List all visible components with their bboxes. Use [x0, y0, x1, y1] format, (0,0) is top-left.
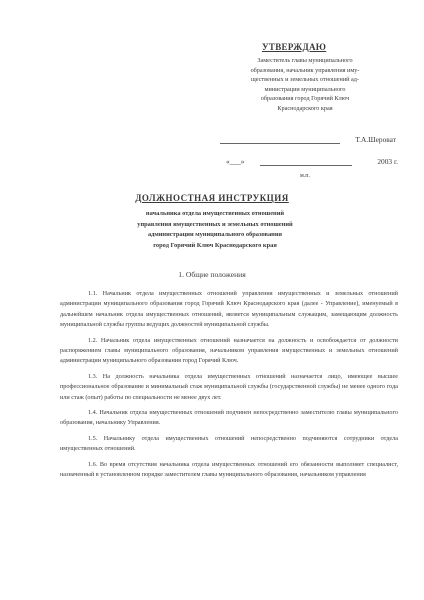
subtitle-line: управления имущественных и земельных отношений — [137, 220, 293, 228]
stamp-place: м.п. — [300, 173, 311, 179]
document-body — [60, 289, 398, 486]
signature-line — [214, 135, 396, 145]
date-rule — [260, 165, 352, 166]
approver-line: щественных и земельных отношений ад- — [251, 76, 359, 84]
approver-line: Заместитель главы муниципального — [257, 57, 353, 64]
paragraph: 1.3. На должность начальника отдела имущественных отношений назначается лицо, имеющее высшее профессиональное образование и минимальный стаж муниципальной службы (государственной службы) не менее одного года или стаж (опыт) работы по специальности не менее двух лет. — [60, 372, 398, 401]
paragraph: 1.4. Начальник отдела имущественных отношений подчинен непосредственно заместителю главы муниципального образования, начальнику Управления. — [60, 409, 398, 427]
approver-line: министрации муниципального — [264, 85, 346, 93]
paragraph: 1.1. Начальник отдела имущественных отношений управления имущественных и земельных отношений администрации муниципального образования город Горячий Ключ Краснодарского края (далее - Управление), именуемый в дальнейшем начальник отдела имущественных отношений, является муниципальным служащим, замещающим должность муниципальной службы группы ведущих должностей муниципальной службы. — [60, 290, 398, 329]
approver-block — [214, 56, 396, 114]
date-day: «___» — [226, 157, 245, 166]
paragraph: 1.5. Начальнику отдела имущественных отношений непосредственно подчиняются сотрудники отдела имущественных отношений. — [60, 434, 398, 453]
date-year: 2003 г. — [377, 157, 398, 166]
document-title: ДОЛЖНОСТНАЯ ИНСТРУКЦИЯ — [135, 193, 289, 203]
date-line — [226, 157, 398, 167]
approver-line: образования город Горячий Ключ — [260, 95, 350, 103]
approver-line: образования, начальник управления иму- — [250, 66, 360, 74]
approver-line: Краснодарского края — [277, 104, 333, 112]
paragraph: 1.6. Во время отсутствия начальника отдела имущественных отношений его обязанности выполняет специалист, назначенный в установленном порядке заместителем главы муниципального образования, начальником управления — [60, 460, 398, 479]
subtitle-line: город Горячий Ключ Краснодарского края — [153, 241, 277, 249]
section-heading: 1. Общие положения — [178, 270, 246, 279]
subtitle-line: администрации муниципального образования — [147, 231, 283, 239]
signature-name: Т.А.Шероват — [355, 135, 396, 144]
subtitle-line: начальника отдела имущественных отношений — [145, 210, 285, 217]
approval-heading: УТВЕРЖДАЮ — [262, 42, 327, 52]
paragraph: 1.2. Начальник отдела имущественных отношений назначается на должность и освобождается от должности распоряжением главы муниципального образования, начальником управления имущественных и земельных отношений администрации муниципального образования город Горячий Ключ. — [60, 336, 398, 365]
signature-rule — [220, 143, 340, 144]
document-subtitle — [110, 209, 320, 251]
